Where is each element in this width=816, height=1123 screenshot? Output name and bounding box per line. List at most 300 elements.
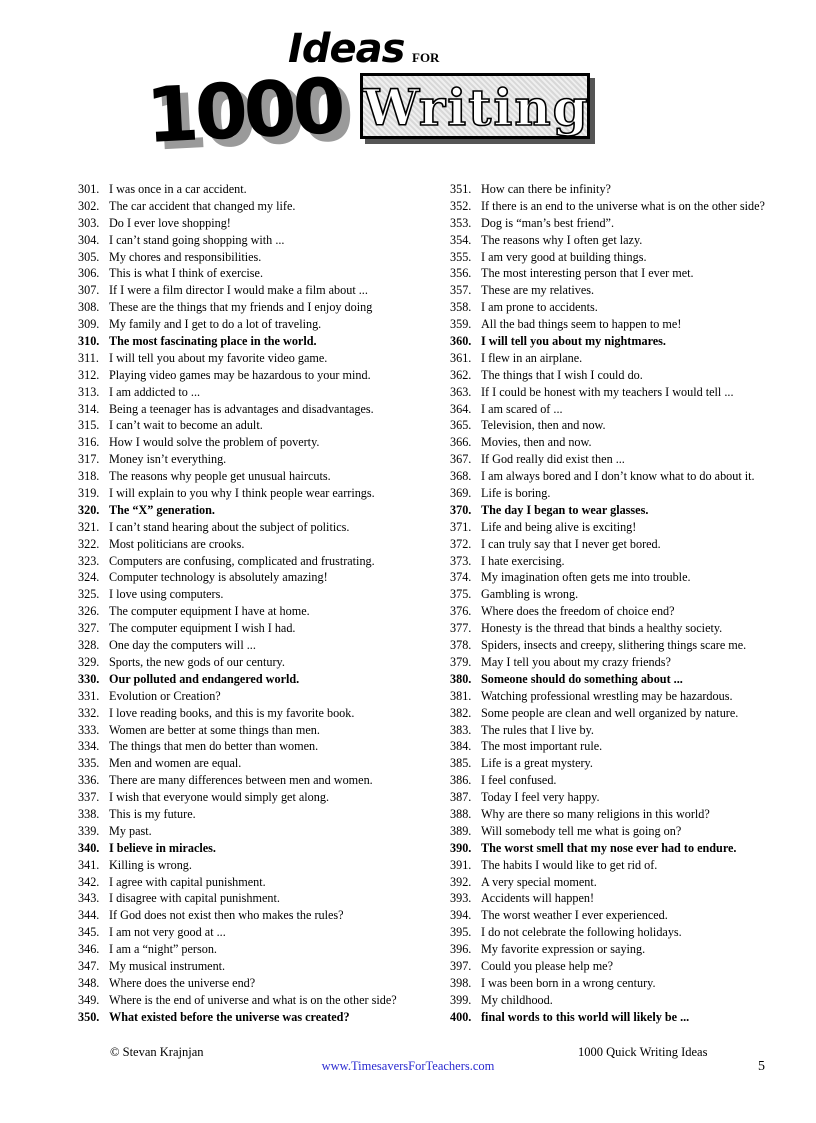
item-number: 311.: [78, 350, 99, 365]
list-item: [78, 907, 418, 924]
item-number: 336.: [78, 773, 100, 788]
item-text: If I were a film director I would make a film about ...: [109, 283, 368, 298]
item-number: 351.: [450, 182, 472, 196]
item-number: 381.: [450, 688, 472, 703]
list-item: [450, 907, 790, 924]
item-text: The most important rule.: [481, 739, 603, 754]
list-item: [450, 316, 790, 333]
item-number: 368.: [450, 469, 472, 484]
item-text: Where does the freedom of choice end?: [481, 604, 675, 619]
list-item: [78, 468, 418, 485]
list-item: [78, 350, 418, 367]
item-text: Being a teenager has is advantages and disadvantages.: [109, 401, 374, 416]
list-item: [450, 299, 790, 316]
item-number: 309.: [78, 317, 100, 332]
item-text: This is my future.: [109, 806, 196, 821]
list-item: [450, 519, 790, 536]
item-number: 330.: [78, 671, 100, 686]
list-item: [78, 890, 418, 907]
item-number: 318.: [78, 469, 100, 484]
item-number: 395.: [450, 925, 472, 940]
item-number: 307.: [78, 283, 100, 298]
item-number: 393.: [450, 891, 472, 906]
item-text: Computers are confusing, complicated and frustrating.: [109, 553, 375, 568]
item-text: Do I ever love shopping!: [109, 215, 231, 230]
item-number: 322.: [78, 536, 100, 551]
item-text: My childhood.: [481, 992, 553, 1007]
item-number: 360.: [450, 334, 472, 349]
list-item: [78, 823, 418, 840]
list-item: [450, 282, 790, 299]
item-number: 399.: [450, 992, 472, 1007]
list-item: [450, 434, 790, 451]
item-number: 388.: [450, 806, 472, 821]
item-number: 397.: [450, 958, 472, 973]
list-item: [450, 755, 790, 772]
list-item: [78, 417, 418, 434]
item-text: The things that I wish I could do.: [481, 367, 643, 382]
list-item: [78, 603, 418, 620]
item-text: I am prone to accidents.: [481, 300, 598, 315]
item-number: 391.: [450, 857, 472, 872]
item-text: I was been born in a wrong century.: [481, 975, 656, 990]
item-number: 400.: [450, 1009, 472, 1024]
list-item: [78, 536, 418, 553]
list-item: [450, 874, 790, 891]
title-writing-box: [360, 73, 590, 139]
item-number: 373.: [450, 553, 472, 568]
item-text: I was once in a car accident.: [109, 182, 247, 196]
list-item: [78, 857, 418, 874]
item-text: How I would solve the problem of poverty.: [109, 435, 320, 450]
list-item: [78, 975, 418, 992]
list-item: [450, 857, 790, 874]
item-text: The most interesting person that I ever met.: [481, 266, 694, 281]
item-number: 350.: [78, 1009, 100, 1024]
list-item: [450, 553, 790, 570]
list-item: [450, 958, 790, 975]
list-item: [78, 299, 418, 316]
item-text: I am a “night” person.: [109, 942, 217, 957]
list-item: [78, 434, 418, 451]
item-text: I am always bored and I don’t know what to do about it.: [481, 469, 755, 484]
item-number: 375.: [450, 587, 472, 602]
list-item: [450, 333, 790, 350]
list-item: [450, 401, 790, 418]
list-item: [78, 232, 418, 249]
item-text: The computer equipment I have at home.: [109, 604, 310, 619]
item-number: 316.: [78, 435, 100, 450]
list-item: [78, 215, 418, 232]
item-text: Playing video games may be hazardous to your mind.: [109, 367, 371, 382]
item-number: 380.: [450, 671, 472, 686]
item-number: 328.: [78, 638, 100, 653]
item-text: Where does the universe end?: [109, 975, 256, 990]
item-number: 337.: [78, 790, 100, 805]
item-text: I can truly say that I never get bored.: [481, 536, 661, 551]
item-number: 304.: [78, 232, 100, 247]
item-number: 315.: [78, 418, 100, 433]
item-text: Women are better at some things than men.: [109, 722, 320, 737]
list-item: [78, 958, 418, 975]
item-number: 324.: [78, 570, 100, 585]
item-text: Gambling is wrong.: [481, 587, 579, 602]
item-text: All the bad things seem to happen to me!: [481, 317, 682, 332]
item-number: 320.: [78, 502, 100, 517]
item-text: I love reading books, and this is my favorite book.: [109, 705, 355, 720]
item-text: Computer technology is absolutely amazing!: [109, 570, 328, 585]
list-item: [78, 755, 418, 772]
list-item: [78, 282, 418, 299]
item-number: 394.: [450, 908, 472, 923]
item-text: Where is the end of universe and what is on the other side?: [109, 992, 397, 1007]
item-text: I will explain to you why I think people wear earrings.: [109, 486, 375, 501]
item-number: 356.: [450, 266, 472, 281]
list-item: [78, 401, 418, 418]
item-text: The reasons why I often get lazy.: [481, 232, 643, 247]
item-number: 384.: [450, 739, 472, 754]
list-item: [450, 232, 790, 249]
item-text: Could you please help me?: [481, 958, 613, 973]
item-number: 387.: [450, 790, 472, 805]
item-number: 361.: [450, 350, 472, 365]
item-number: 342.: [78, 874, 100, 889]
list-item: [450, 502, 790, 519]
item-number: 321.: [78, 519, 100, 534]
item-text: Television, then and now.: [481, 418, 606, 433]
list-item: [450, 738, 790, 755]
item-text: There are many differences between men and women.: [109, 773, 373, 788]
item-number: 386.: [450, 773, 472, 788]
item-text: Why are there so many religions in this world?: [481, 806, 710, 821]
item-number: 334.: [78, 739, 100, 754]
item-text: The day I began to wear glasses.: [481, 502, 649, 517]
list-item: [78, 519, 418, 536]
list-item: [78, 637, 418, 654]
item-number: 359.: [450, 317, 472, 332]
item-text: Our polluted and endangered world.: [109, 671, 300, 686]
item-number: 355.: [450, 249, 472, 264]
list-item: [450, 890, 790, 907]
item-text: I hate exercising.: [481, 553, 565, 568]
item-number: 340.: [78, 840, 100, 855]
item-number: 323.: [78, 553, 100, 568]
item-number: 331.: [78, 688, 100, 703]
list-item: [450, 620, 790, 637]
item-number: 377.: [450, 621, 472, 636]
item-text: Killing is wrong.: [109, 857, 192, 872]
list-item: [450, 806, 790, 823]
item-text: This is what I think of exercise.: [109, 266, 263, 281]
list-item: [78, 569, 418, 586]
list-item: [450, 384, 790, 401]
ideas-list-left: [78, 181, 418, 1026]
item-number: 352.: [450, 198, 472, 213]
item-text: How can there be infinity?: [481, 182, 611, 196]
item-number: 353.: [450, 215, 472, 230]
item-number: 374.: [450, 570, 472, 585]
list-item: [450, 671, 790, 688]
item-text: I am not very good at ...: [109, 925, 226, 940]
list-item: [78, 265, 418, 282]
item-number: 362.: [450, 367, 472, 382]
item-text: My family and I get to do a lot of traveling.: [109, 317, 322, 332]
list-item: [78, 874, 418, 891]
footer-author: © Stevan Krajnjan: [110, 1045, 204, 1059]
item-number: 335.: [78, 756, 100, 771]
list-item: [78, 654, 418, 671]
item-number: 358.: [450, 300, 472, 315]
item-text: These are the things that my friends and I enjoy doing: [109, 300, 373, 315]
item-text: The rules that I live by.: [481, 722, 594, 737]
item-text: I flew in an airplane.: [481, 350, 583, 365]
item-text: I agree with capital punishment.: [109, 874, 266, 889]
item-number: 392.: [450, 874, 472, 889]
title-1000: 1000: [143, 60, 344, 161]
title-ideas: Ideas: [288, 26, 405, 72]
item-number: 390.: [450, 840, 472, 855]
item-text: I can’t stand hearing about the subject of politics.: [109, 519, 350, 534]
list-item: [78, 451, 418, 468]
list-item: [450, 603, 790, 620]
item-number: 338.: [78, 806, 100, 821]
item-number: 306.: [78, 266, 100, 281]
item-number: 317.: [78, 452, 100, 467]
item-number: 382.: [450, 705, 472, 720]
item-text: The most fascinating place in the world.: [109, 334, 317, 349]
item-text: My chores and responsibilities.: [109, 249, 262, 264]
page-number: 5: [758, 1059, 765, 1074]
list-item: [78, 789, 418, 806]
list-item: [78, 705, 418, 722]
list-item: [450, 637, 790, 654]
item-text: Sports, the new gods of our century.: [109, 654, 285, 669]
item-number: 332.: [78, 705, 100, 720]
footer-website-link[interactable]: www.TimesaversForTeachers.com: [321, 1059, 495, 1073]
item-number: 344.: [78, 908, 100, 923]
item-number: 303.: [78, 215, 100, 230]
item-number: 378.: [450, 638, 472, 653]
item-text: Watching professional wrestling may be hazardous.: [481, 688, 733, 703]
list-item: [78, 485, 418, 502]
list-item: [78, 502, 418, 519]
item-text: My imagination often gets me into trouble.: [481, 570, 691, 585]
item-number: 379.: [450, 654, 472, 669]
ideas-list-right: [450, 181, 790, 1026]
item-number: 301.: [78, 182, 100, 196]
list-item: [450, 688, 790, 705]
list-item: [78, 384, 418, 401]
list-item: [450, 823, 790, 840]
page-header: [0, 0, 816, 175]
item-text: My past.: [109, 823, 152, 838]
item-number: 389.: [450, 823, 472, 838]
item-number: 371.: [450, 519, 472, 534]
item-text: One day the computers will ...: [109, 638, 256, 653]
item-text: Life is a great mystery.: [481, 756, 593, 771]
item-number: 305.: [78, 249, 100, 264]
list-item: [450, 941, 790, 958]
item-number: 345.: [78, 925, 100, 940]
list-item: [78, 198, 418, 215]
list-item: [78, 671, 418, 688]
footer-book-title: 1000 Quick Writing Ideas: [578, 1045, 708, 1059]
item-text: The “X” generation.: [109, 502, 215, 517]
item-number: 343.: [78, 891, 100, 906]
item-text: Someone should do something about ...: [481, 671, 683, 686]
item-text: If God does not exist then who makes the rules?: [109, 908, 344, 923]
item-text: The worst weather I ever experienced.: [481, 908, 668, 923]
item-number: 349.: [78, 992, 100, 1007]
list-item: [78, 840, 418, 857]
item-number: 357.: [450, 283, 472, 298]
item-text: If I could be honest with my teachers I would tell ...: [481, 384, 734, 399]
list-item: [78, 181, 418, 198]
list-item: [450, 265, 790, 282]
list-item: [450, 181, 790, 198]
item-number: 372.: [450, 536, 472, 551]
item-text: My musical instrument.: [109, 958, 226, 973]
item-text: The car accident that changed my life.: [109, 198, 296, 213]
item-text: Evolution or Creation?: [109, 688, 221, 703]
item-number: 333.: [78, 722, 100, 737]
list-item: [450, 451, 790, 468]
item-number: 327.: [78, 621, 100, 636]
item-number: 354.: [450, 232, 472, 247]
list-item: [78, 924, 418, 941]
item-number: 369.: [450, 486, 472, 501]
item-text: Movies, then and now.: [481, 435, 592, 450]
item-text: If God really did exist then ...: [481, 452, 625, 467]
list-item: [450, 924, 790, 941]
item-text: The reasons why people get unusual haircuts.: [109, 469, 331, 484]
list-item: [450, 198, 790, 215]
item-text: The worst smell that my nose ever had to endure.: [481, 840, 737, 855]
item-text: I will tell you about my favorite video game.: [109, 350, 328, 365]
item-number: 325.: [78, 587, 100, 602]
list-item: [78, 1009, 418, 1026]
item-text: My favorite expression or saying.: [481, 942, 646, 957]
list-item: [78, 333, 418, 350]
item-text: I am scared of ...: [481, 401, 563, 416]
item-text: Money isn’t everything.: [109, 452, 227, 467]
list-item: [450, 975, 790, 992]
item-number: 319.: [78, 486, 100, 501]
item-text: I believe in miracles.: [109, 840, 216, 855]
item-text: Spiders, insects and creepy, slithering things scare me.: [481, 638, 747, 653]
list-item: [450, 722, 790, 739]
list-item: [450, 586, 790, 603]
item-number: 329.: [78, 654, 100, 669]
item-text: Most politicians are crooks.: [109, 536, 245, 551]
item-text: I am very good at building things.: [481, 249, 647, 264]
list-item: [78, 941, 418, 958]
item-text: Life and being alive is exciting!: [481, 519, 637, 534]
item-number: 308.: [78, 300, 100, 315]
item-number: 341.: [78, 857, 100, 872]
item-text: If there is an end to the universe what is on the other side?: [481, 198, 765, 213]
item-text: I love using computers.: [109, 587, 224, 602]
list-item: [78, 553, 418, 570]
list-item: [450, 468, 790, 485]
title-writing: Writing: [363, 78, 590, 137]
item-number: 313.: [78, 384, 100, 399]
list-item: [450, 705, 790, 722]
list-item: [78, 586, 418, 603]
title-for: FOR: [412, 50, 440, 65]
item-number: 312.: [78, 367, 100, 382]
list-item: [450, 536, 790, 553]
item-text: I will tell you about my nightmares.: [481, 334, 666, 349]
list-item: [450, 772, 790, 789]
list-item: [450, 215, 790, 232]
list-item: [78, 688, 418, 705]
list-item: [78, 620, 418, 637]
item-text: I am addicted to ...: [109, 384, 201, 399]
item-text: I can’t stand going shopping with ...: [109, 232, 285, 247]
item-number: 370.: [450, 502, 472, 517]
item-number: 348.: [78, 975, 100, 990]
list-item: [78, 738, 418, 755]
list-item: [450, 654, 790, 671]
item-text: The computer equipment I wish I had.: [109, 621, 296, 636]
list-item: [78, 367, 418, 384]
list-item: [78, 316, 418, 333]
list-item: [450, 992, 790, 1009]
item-text: I wish that everyone would simply get along.: [109, 790, 330, 805]
list-item: [78, 772, 418, 789]
item-text: Today I feel very happy.: [481, 790, 600, 805]
item-number: 347.: [78, 958, 100, 973]
item-number: 365.: [450, 418, 472, 433]
item-number: 326.: [78, 604, 100, 619]
list-item: [450, 789, 790, 806]
item-text: Some people are clean and well organized by nature.: [481, 705, 739, 720]
item-text: Honesty is the thread that binds a healthy society.: [481, 621, 723, 636]
item-number: 385.: [450, 756, 472, 771]
list-item: [450, 249, 790, 266]
item-number: 396.: [450, 942, 472, 957]
item-number: 366.: [450, 435, 472, 450]
item-number: 346.: [78, 942, 100, 957]
item-text: I can’t wait to become an adult.: [109, 418, 263, 433]
item-number: 367.: [450, 452, 472, 467]
list-item: [450, 840, 790, 857]
list-item: [450, 367, 790, 384]
item-number: 310.: [78, 334, 100, 349]
item-text: The habits I would like to get rid of.: [481, 857, 658, 872]
item-number: 398.: [450, 975, 472, 990]
item-text: Will somebody tell me what is going on?: [481, 823, 682, 838]
item-text: A very special moment.: [481, 874, 597, 889]
item-text: May I tell you about my crazy friends?: [481, 654, 671, 669]
item-number: 383.: [450, 722, 472, 737]
list-item: [450, 417, 790, 434]
item-text: These are my relatives.: [481, 283, 595, 298]
item-text: The things that men do better than women.: [109, 739, 319, 754]
list-item: [450, 1009, 790, 1026]
item-text: Dog is “man’s best friend”.: [481, 215, 615, 230]
list-item: [450, 485, 790, 502]
item-text: I feel confused.: [481, 773, 557, 788]
list-item: [78, 722, 418, 739]
item-text: Life is boring.: [481, 486, 551, 501]
list-item: [78, 992, 418, 1009]
item-number: 339.: [78, 823, 100, 838]
list-item: [450, 350, 790, 367]
list-item: [450, 569, 790, 586]
item-number: 314.: [78, 401, 100, 416]
